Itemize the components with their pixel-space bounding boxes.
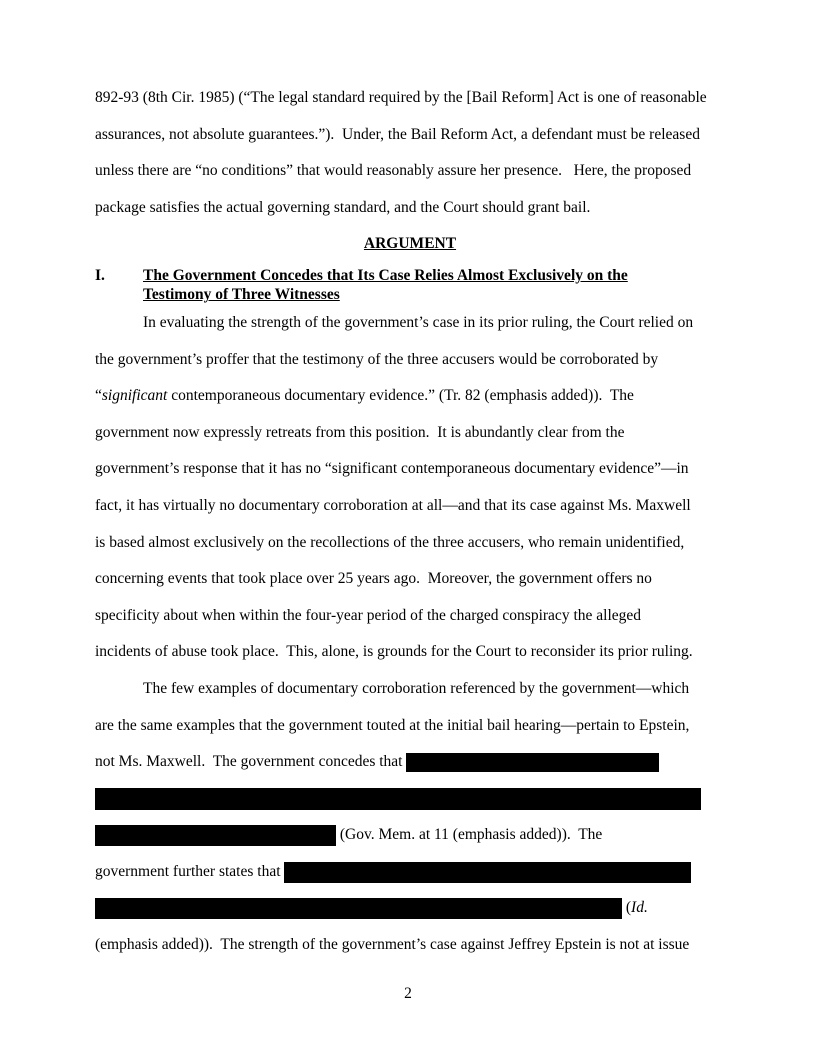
text-line (95, 781, 725, 818)
text-run: Id. (631, 899, 648, 917)
text-run: specificity about when within the four-year period of the charged conspiracy the alleged (95, 606, 642, 624)
text-run: incidents of abuse took place. This, alone, is grounds for the Court to reconsider its prior ruling. (95, 643, 693, 661)
redaction-bar (95, 788, 701, 810)
text-run: fact, it has virtually no documentary corroboration at all—and that its case against Ms. Maxwell (95, 496, 691, 514)
text-run: significant (101, 387, 168, 405)
text-run: unless there are “no conditions” that would reasonably assure her presence. Here, the proposed (95, 162, 692, 180)
text-run: concerning events that took place over 25 years ago. Moreover, the government offers no (95, 570, 652, 588)
text-line (95, 488, 725, 525)
text-run: (emphasis added)). The strength of the government’s case against Jeffrey Epstein is not at issue (95, 936, 690, 954)
redaction-bar (406, 753, 659, 772)
text-run: is based almost exclusively on the recollections of the three accusers, who remain unidentified, (95, 533, 685, 551)
text-line (95, 854, 725, 891)
text-line (95, 117, 725, 154)
text-run: The few examples of documentary corroboration referenced by the government—which (143, 679, 690, 697)
argument-heading (95, 226, 725, 263)
redaction-bar (95, 825, 336, 846)
text-line (95, 525, 725, 562)
redaction-bar (284, 862, 691, 883)
text-line (95, 817, 725, 854)
paragraph-2 (95, 305, 725, 671)
redaction-bar (95, 898, 622, 919)
text-run: “ (95, 387, 102, 405)
text-run: assurances, not absolute guarantees.”). Under, the Bail Reform Act, a defendant must be released (95, 125, 700, 143)
text-run: The Government Concedes that Its Case Relies Almost Exclusively on the (143, 266, 628, 284)
text-line (95, 190, 725, 227)
text-line (95, 153, 725, 190)
text-line (95, 598, 725, 635)
text-run: package satisfies the actual governing standard, and the Court should grant bail. (95, 198, 591, 216)
text-line (95, 927, 725, 964)
text-run: (Gov. Mem. at 11 (emphasis added)). The (336, 826, 603, 844)
text-run: 892-93 (8th Cir. 1985) (“The legal standard required by the [Bail Reform] Act is one of reasonable (95, 89, 707, 106)
text-run: not Ms. Maxwell. The government concedes that (95, 753, 407, 771)
text-line (95, 451, 725, 488)
text-line (95, 80, 725, 117)
text-line (143, 285, 725, 305)
text-line (95, 226, 725, 263)
text-line (95, 305, 725, 342)
text-run: Testimony of Three Witnesses (143, 286, 340, 304)
text-line (95, 561, 725, 598)
text-run: ARGUMENT (363, 235, 457, 253)
document-content (95, 80, 725, 964)
text-line (95, 342, 725, 379)
text-run: contemporaneous documentary evidence.” (Tr. 82 (emphasis added)). The (167, 387, 634, 405)
text-line (95, 671, 725, 708)
text-line (95, 890, 725, 927)
text-run: are the same examples that the government touted at the initial bail hearing—pertain to Epstein, (95, 716, 690, 734)
paragraph-continuation (95, 80, 725, 226)
text-run: government further states that (95, 862, 285, 880)
text-run: government’s response that it has no “significant contemporaneous documentary evidence”—in (95, 460, 689, 478)
text-run: government now expressly retreats from this position. It is abundantly clear from the (95, 423, 625, 441)
text-run: ( (622, 899, 632, 917)
text-run: In evaluating the strength of the government’s case in its prior ruling, the Court relied on (143, 313, 694, 331)
page-number: 2 (404, 985, 412, 1002)
text-run: the government’s proffer that the testimony of the three accusers would be corroborated by (95, 350, 659, 368)
text-line (95, 708, 725, 745)
text-line (95, 634, 725, 671)
section-one-heading (95, 266, 725, 305)
paragraph-3 (95, 671, 725, 964)
text-line (95, 415, 725, 452)
text-line (143, 266, 725, 286)
section-number: I. (95, 266, 105, 284)
text-line (95, 744, 725, 781)
text-line (95, 378, 725, 415)
